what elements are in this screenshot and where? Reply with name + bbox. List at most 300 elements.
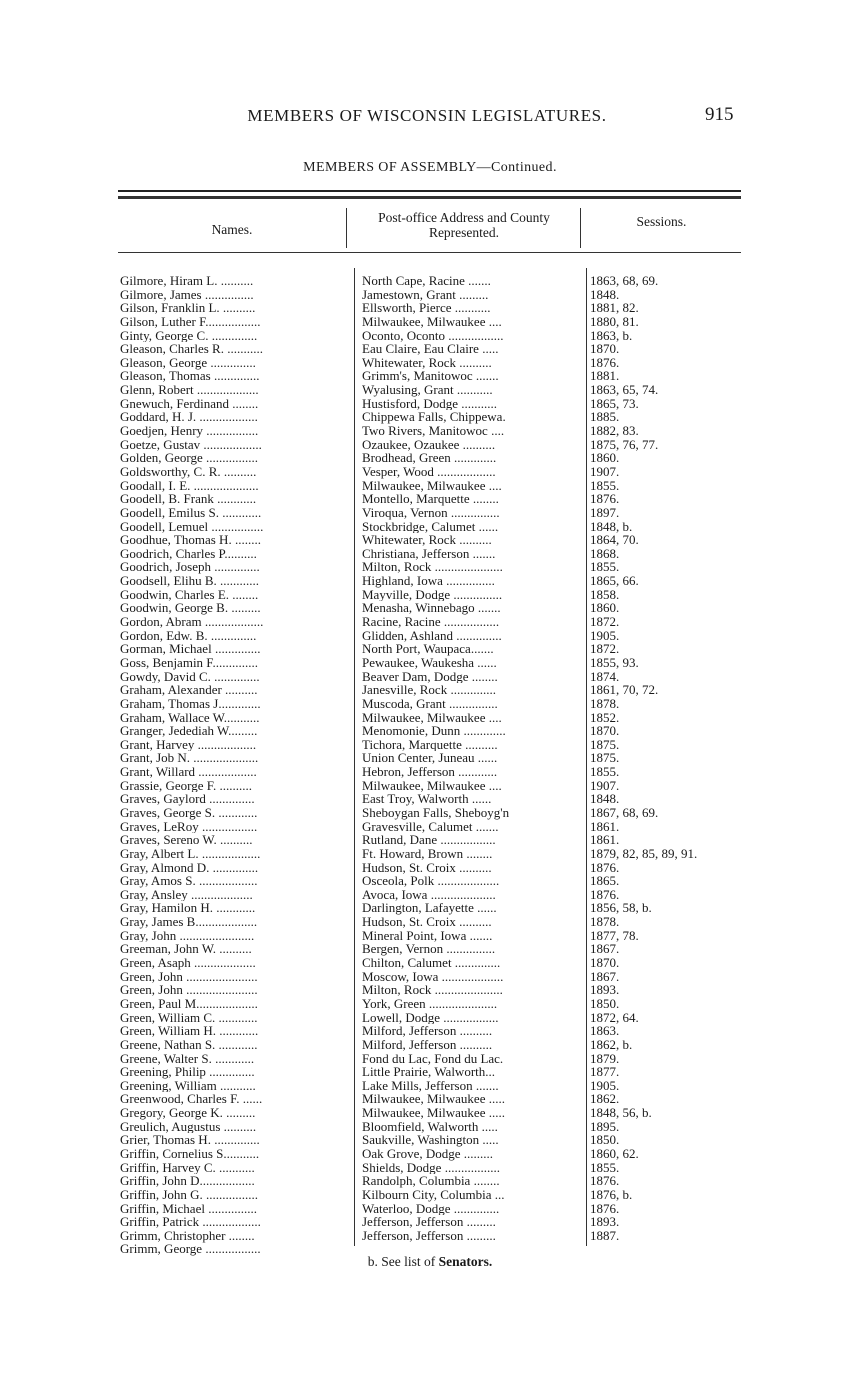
cell-sessions: 1860, 62. xyxy=(590,1147,639,1161)
cell-sessions: 1858. xyxy=(590,587,620,602)
cell-post-office: Gravesville, Calumet ....... xyxy=(362,819,499,834)
cell-name: Green, William H. ............ xyxy=(120,1024,259,1038)
cell-post-office: Oconto, Oconto ................. xyxy=(362,328,504,343)
table-row xyxy=(0,970,859,984)
cell-post-office: Union Center, Juneau ...... xyxy=(362,751,498,766)
cell-name: Green, Paul M................... xyxy=(120,996,258,1011)
cell-name: Griffin, Michael ............... xyxy=(120,1201,257,1216)
cell-sessions: 1865. xyxy=(590,874,620,888)
table-row xyxy=(0,1038,859,1052)
table-row xyxy=(0,506,859,520)
table-row xyxy=(0,424,859,438)
table-row xyxy=(0,1133,859,1147)
cell-name: Greene, Walter S. ............ xyxy=(120,1051,255,1066)
table-row xyxy=(0,601,859,615)
cell-sessions: 1893. xyxy=(590,1215,620,1229)
cell-sessions: 1907. xyxy=(590,778,620,793)
cell-name: Graham, Wallace W........... xyxy=(120,710,260,725)
cell-post-office: Milwaukee, Milwaukee ..... xyxy=(362,1092,505,1107)
cell-post-office: Hudson, St. Croix .......... xyxy=(362,860,492,875)
cell-post-office: East Troy, Walworth ...... xyxy=(362,792,492,806)
cell-post-office: Milford, Jefferson .......... xyxy=(362,1024,493,1038)
cell-sessions: 1877. xyxy=(590,1065,620,1079)
cell-post-office: Saukville, Washington ..... xyxy=(362,1133,499,1148)
cell-name: Ginty, George C. .............. xyxy=(120,328,258,343)
table-row xyxy=(0,683,859,697)
cell-name: Gilson, Franklin L. .......... xyxy=(120,301,256,315)
cell-name: Gleason, Thomas .............. xyxy=(120,369,260,384)
table-row xyxy=(0,779,859,793)
cell-sessions: 1863. xyxy=(590,1024,620,1038)
cell-sessions: 1875. xyxy=(590,737,620,752)
cell-sessions: 1852. xyxy=(590,710,620,725)
cell-sessions: 1872. xyxy=(590,615,620,629)
table-row xyxy=(0,397,859,411)
cell-name: Greening, William ........... xyxy=(120,1078,256,1093)
cell-name: Griffin, John G. ................ xyxy=(120,1187,259,1202)
table-row xyxy=(0,738,859,752)
table-row xyxy=(0,765,859,779)
header-divider xyxy=(346,208,347,248)
table-row xyxy=(0,1120,859,1134)
cell-post-office: Bergen, Vernon ............... xyxy=(362,942,496,957)
cell-name: Graves, LeRoy ................. xyxy=(120,819,258,834)
cell-name: Gilson, Luther F................. xyxy=(120,314,261,329)
cell-sessions: 1870. xyxy=(590,342,620,356)
column-header-names: Names. xyxy=(211,222,253,237)
cell-post-office: Tichora, Marquette .......... xyxy=(362,737,498,752)
cell-post-office: Waterloo, Dodge .............. xyxy=(362,1201,500,1216)
table-row xyxy=(0,697,859,711)
running-title: MEMBERS OF WISCONSIN LEGISLATURES. xyxy=(247,106,607,125)
table-row xyxy=(0,465,859,479)
section-subtitle: MEMBERS OF ASSEMBLY—Continued. xyxy=(303,160,557,175)
cell-name: Gleason, George .............. xyxy=(120,355,256,370)
column-header-sessions: Sessions. xyxy=(636,214,687,229)
cell-post-office: Brodhead, Green ............. xyxy=(362,451,497,465)
cell-name: Griffin, Harvey C. ........... xyxy=(120,1160,255,1175)
cell-name: Gray, Albert L. .................. xyxy=(120,846,261,861)
cell-name: Grant, Harvey .................. xyxy=(120,737,257,752)
table-row xyxy=(0,751,859,765)
cell-sessions: 1893. xyxy=(590,983,620,997)
cell-post-office: Menomonie, Dunn ............. xyxy=(362,724,506,738)
cell-post-office: Milwaukee, Milwaukee .... xyxy=(362,778,502,793)
cell-sessions: 1879, 82, 85, 89, 91. xyxy=(590,846,698,861)
table-row xyxy=(0,288,859,302)
cell-sessions: 1879. xyxy=(590,1051,620,1066)
cell-sessions: 1876. xyxy=(590,355,620,370)
table-row xyxy=(0,520,859,534)
cell-name: Goldsworthy, C. R. .......... xyxy=(120,464,257,479)
cell-sessions: 1855. xyxy=(590,560,620,575)
cell-sessions: 1905. xyxy=(590,628,620,643)
table-row xyxy=(0,438,859,452)
cell-post-office: North Cape, Racine ....... xyxy=(362,274,491,288)
table-row xyxy=(0,997,859,1011)
cell-sessions: 1877, 78. xyxy=(590,928,639,943)
table-body xyxy=(0,274,859,1256)
cell-name: Goodrich, Joseph .............. xyxy=(120,560,260,575)
table-row xyxy=(0,629,859,643)
footnote xyxy=(200,1254,660,1270)
cell-post-office: Lake Mills, Jefferson ....... xyxy=(362,1078,499,1093)
cell-name: Goodhue, Thomas H. ........ xyxy=(120,533,261,547)
table-row xyxy=(0,560,859,574)
table-row xyxy=(0,547,859,561)
cell-name: Graves, Sereno W. .......... xyxy=(120,833,253,847)
table-row xyxy=(0,1092,859,1106)
cell-sessions: 1863, 68, 69. xyxy=(590,274,659,288)
cell-name: Goodell, B. Frank ............ xyxy=(120,492,257,506)
cell-name: Goss, Benjamin F.............. xyxy=(120,655,258,670)
cell-sessions: 1855. xyxy=(590,1160,620,1175)
table-row xyxy=(0,792,859,806)
cell-post-office: Two Rivers, Manitowoc .... xyxy=(362,424,505,438)
cell-post-office: York, Green ..................... xyxy=(362,996,498,1011)
cell-sessions: 1860. xyxy=(590,601,620,616)
cell-name: Gordon, Edw. B. .............. xyxy=(120,628,257,643)
table-row xyxy=(0,874,859,888)
cell-name: Gleason, Charles R. ........... xyxy=(120,342,263,356)
table-row xyxy=(0,915,859,929)
cell-name: Grimm, Christopher ........ xyxy=(120,1228,255,1243)
table-row xyxy=(0,1024,859,1038)
table-row xyxy=(0,847,859,861)
table-row xyxy=(0,1065,859,1079)
cell-sessions: 1876. xyxy=(590,860,620,875)
cell-name: Grassie, George F. .......... xyxy=(120,778,252,793)
table-row xyxy=(0,1011,859,1025)
table-row xyxy=(0,1052,859,1066)
cell-post-office: Milwaukee, Milwaukee .... xyxy=(362,314,502,329)
table-row xyxy=(0,983,859,997)
cell-sessions: 1885. xyxy=(590,410,620,425)
table-row xyxy=(0,492,859,506)
cell-sessions: 1875. xyxy=(590,751,620,766)
cell-name: Green, Asaph ................... xyxy=(120,956,256,970)
table-row xyxy=(0,806,859,820)
cell-post-office: Jefferson, Jefferson ......... xyxy=(362,1228,496,1243)
cell-post-office: Chippewa Falls, Chippewa. xyxy=(362,410,506,425)
cell-sessions: 1878. xyxy=(590,915,620,929)
cell-post-office: Randolph, Columbia ........ xyxy=(362,1174,500,1188)
cell-name: Grier, Thomas H. .............. xyxy=(120,1133,260,1148)
cell-post-office: Viroqua, Vernon ............... xyxy=(362,505,500,520)
cell-sessions: 1876. xyxy=(590,1201,620,1216)
cell-name: Grimm, George ................. xyxy=(120,1242,261,1257)
cell-name: Green, John ...................... xyxy=(120,969,258,984)
cell-sessions: 1881, 82. xyxy=(590,301,639,315)
table-row xyxy=(0,1147,859,1161)
cell-post-office: Rutland, Dane ................. xyxy=(362,833,496,847)
table-row xyxy=(0,670,859,684)
table-row xyxy=(0,410,859,424)
cell-name: Gilmore, James ............... xyxy=(120,287,254,302)
cell-sessions: 1872. xyxy=(590,642,620,656)
cell-sessions: 1865, 73. xyxy=(590,396,639,411)
cell-sessions: 1876. xyxy=(590,887,620,902)
table-row xyxy=(0,1079,859,1093)
cell-name: Goodell, Lemuel ................ xyxy=(120,519,264,534)
cell-name: Goodrich, Charles P.......... xyxy=(120,546,257,561)
table-row xyxy=(0,1215,859,1229)
cell-post-office: Hustisford, Dodge ........... xyxy=(362,396,498,411)
cell-sessions: 1848. xyxy=(590,287,620,302)
cell-sessions: 1862. xyxy=(590,1092,620,1107)
cell-post-office: Glidden, Ashland .............. xyxy=(362,628,502,643)
footnote-link-senators: Senators. xyxy=(438,1254,493,1269)
table-row xyxy=(0,451,859,465)
cell-post-office: Pewaukee, Waukesha ...... xyxy=(362,655,497,670)
cell-post-office: Sheboygan Falls, Sheboyg'n xyxy=(362,805,510,820)
cell-sessions: 1865, 66. xyxy=(590,574,639,588)
cell-name: Granger, Jedediah W......... xyxy=(120,724,258,738)
cell-name: Gordon, Abram .................. xyxy=(120,615,264,629)
table-row xyxy=(0,861,859,875)
table-row xyxy=(0,956,859,970)
table-row xyxy=(0,615,859,629)
cell-post-office: Shields, Dodge ................. xyxy=(362,1160,500,1175)
cell-sessions: 1848. xyxy=(590,792,620,806)
cell-post-office: Hudson, St. Croix .......... xyxy=(362,915,492,929)
cell-name: Green, William C. ............ xyxy=(120,1010,258,1025)
cell-sessions: 1861. xyxy=(590,833,620,847)
cell-name: Goddard, H. J. .................. xyxy=(120,410,258,425)
cell-post-office: Bloomfield, Walworth ..... xyxy=(362,1119,498,1134)
cell-name: Gowdy, David C. .............. xyxy=(120,669,260,684)
cell-sessions: 1907. xyxy=(590,464,620,479)
table-row xyxy=(0,642,859,656)
table-row xyxy=(0,833,859,847)
cell-sessions: 1876. xyxy=(590,1174,620,1188)
cell-sessions: 1862, b. xyxy=(590,1037,633,1052)
table-row xyxy=(0,574,859,588)
cell-sessions: 1870. xyxy=(590,724,620,738)
table-row xyxy=(0,479,859,493)
cell-name: Greene, Nathan S. ............ xyxy=(120,1037,258,1052)
cell-name: Griffin, John D................. xyxy=(120,1174,255,1188)
cell-name: Goodwin, Charles E. ........ xyxy=(120,587,259,602)
cell-name: Goedjen, Henry ................ xyxy=(120,424,259,438)
cell-name: Gray, Almond D. .............. xyxy=(120,860,259,875)
cell-name: Goodell, Emilus S. ............ xyxy=(120,505,262,520)
cell-post-office: Moscow, Iowa ................... xyxy=(362,969,504,984)
cell-post-office: Ozaukee, Ozaukee .......... xyxy=(362,437,496,452)
cell-post-office: Ft. Howard, Brown ........ xyxy=(362,846,493,861)
cell-post-office: Lowell, Dodge ................. xyxy=(362,1010,499,1025)
cell-sessions: 1867. xyxy=(590,969,620,984)
cell-sessions: 1872, 64. xyxy=(590,1010,639,1025)
cell-sessions: 1861, 70, 72. xyxy=(590,683,659,697)
cell-post-office: Osceola, Polk ................... xyxy=(362,874,500,888)
table-row xyxy=(0,1188,859,1202)
table-row xyxy=(0,901,859,915)
cell-sessions: 1870. xyxy=(590,956,620,970)
cell-name: Graham, Thomas J............. xyxy=(120,696,261,711)
cell-post-office: Janesville, Rock .............. xyxy=(362,683,496,697)
cell-sessions: 1867, 68, 69. xyxy=(590,805,659,820)
cell-post-office: Darlington, Lafayette ...... xyxy=(362,901,497,916)
cell-name: Goodwin, George B. ......... xyxy=(120,601,261,616)
cell-sessions: 1874. xyxy=(590,669,620,684)
cell-sessions: 1855, 93. xyxy=(590,655,639,670)
cell-sessions: 1855. xyxy=(590,478,620,493)
cell-sessions: 1860. xyxy=(590,451,620,465)
cell-sessions: 1863, 65, 74. xyxy=(590,383,659,397)
cell-name: Graves, Gaylord .............. xyxy=(120,792,255,806)
table-row xyxy=(0,533,859,547)
table-row xyxy=(0,942,859,956)
cell-post-office: Kilbourn City, Columbia ... xyxy=(362,1187,505,1202)
cell-name: Gregory, George K. ......... xyxy=(120,1106,256,1120)
cell-post-office: Milwaukee, Milwaukee ..... xyxy=(362,1106,505,1120)
cell-post-office: Chilton, Calumet .............. xyxy=(362,956,501,970)
cell-name: Graves, George S. ............ xyxy=(120,805,258,820)
cell-sessions: 1875, 76, 77. xyxy=(590,437,659,452)
cell-name: Griffin, Cornelius S........... xyxy=(120,1147,260,1161)
cell-post-office: Menasha, Winnebago ....... xyxy=(362,601,501,616)
cell-name: Goodsell, Elihu B. ............ xyxy=(120,574,260,588)
table-row xyxy=(0,301,859,315)
cell-post-office: Wyalusing, Grant ........... xyxy=(362,383,493,397)
cell-sessions: 1850. xyxy=(590,996,620,1011)
cell-post-office: Jamestown, Grant ......... xyxy=(362,287,489,302)
cell-post-office: Milton, Rock ..................... xyxy=(362,560,503,575)
cell-post-office: Christiana, Jefferson ....... xyxy=(362,546,496,561)
cell-post-office: Milford, Jefferson .......... xyxy=(362,1037,493,1052)
cell-post-office: Highland, Iowa ............... xyxy=(362,574,495,588)
cell-name: Green, John ...................... xyxy=(120,983,258,997)
cell-name: Greening, Philip .............. xyxy=(120,1065,255,1079)
table-row xyxy=(0,315,859,329)
cell-post-office: Jefferson, Jefferson ......... xyxy=(362,1215,496,1229)
cell-name: Griffin, Patrick .................. xyxy=(120,1215,261,1229)
cell-post-office: Montello, Marquette ........ xyxy=(362,492,499,506)
cell-name: Goetze, Gustav .................. xyxy=(120,437,262,452)
cell-sessions: 1861. xyxy=(590,819,620,834)
cell-sessions: 1868. xyxy=(590,546,620,561)
cell-name: Gray, Hamilon H. ............ xyxy=(120,901,256,916)
cell-name: Gray, John ....................... xyxy=(120,928,255,943)
table-row xyxy=(0,1174,859,1188)
table-row xyxy=(0,342,859,356)
cell-sessions: 1863, b. xyxy=(590,328,633,343)
table-row xyxy=(0,1202,859,1216)
cell-sessions: 1867. xyxy=(590,942,620,957)
table-row xyxy=(0,820,859,834)
table-row xyxy=(0,588,859,602)
cell-post-office: Racine, Racine ................. xyxy=(362,615,500,629)
cell-name: Gorman, Michael .............. xyxy=(120,642,261,656)
cell-post-office: Milwaukee, Milwaukee .... xyxy=(362,478,502,493)
table-row xyxy=(0,356,859,370)
cell-sessions: 1856, 58, b. xyxy=(590,901,652,916)
table-row xyxy=(0,1161,859,1175)
cell-post-office: Oak Grove, Dodge ......... xyxy=(362,1147,494,1161)
cell-sessions: 1864, 70. xyxy=(590,533,639,547)
cell-name: Glenn, Robert ................... xyxy=(120,383,259,397)
cell-name: Graham, Alexander .......... xyxy=(120,683,258,697)
table-top-rule-heavy xyxy=(118,196,741,199)
table-top-rule xyxy=(118,190,741,192)
table-row xyxy=(0,274,859,288)
cell-post-office: Milton, Rock ..................... xyxy=(362,983,503,997)
cell-post-office: Ellsworth, Pierce ........... xyxy=(362,301,491,315)
cell-name: Gilmore, Hiram L. .......... xyxy=(120,274,254,288)
column-header-post-office xyxy=(348,210,580,240)
cell-post-office: Avoca, Iowa .................... xyxy=(362,887,496,902)
cell-post-office: Stockbridge, Calumet ...... xyxy=(362,519,499,534)
cell-sessions: 1876. xyxy=(590,492,620,506)
cell-sessions: 1905. xyxy=(590,1078,620,1093)
cell-name: Grant, Willard .................. xyxy=(120,765,257,779)
header-bottom-rule xyxy=(118,252,741,253)
cell-sessions: 1876, b. xyxy=(590,1187,633,1202)
cell-post-office: Whitewater, Rock .......... xyxy=(362,355,492,370)
cell-sessions: 1880, 81. xyxy=(590,314,639,329)
cell-post-office: Little Prairie, Walworth... xyxy=(362,1065,496,1079)
cell-name: Gnewuch, Ferdinand ........ xyxy=(120,396,259,411)
cell-name: Goodall, I. E. .................... xyxy=(120,478,259,493)
cell-post-office: North Port, Waupaca....... xyxy=(362,642,494,656)
table-row xyxy=(0,711,859,725)
table-row xyxy=(0,329,859,343)
cell-sessions: 1855. xyxy=(590,765,620,779)
cell-post-office: Whitewater, Rock .......... xyxy=(362,533,492,547)
table-row xyxy=(0,369,859,383)
table-row xyxy=(0,929,859,943)
table-row xyxy=(0,724,859,738)
footnote-prefix: b. xyxy=(367,1254,378,1269)
cell-sessions: 1850. xyxy=(590,1133,620,1148)
cell-sessions: 1881. xyxy=(590,369,620,384)
cell-sessions: 1882, 83. xyxy=(590,424,639,438)
cell-name: Gray, Amos S. .................. xyxy=(120,874,258,888)
cell-post-office: Muscoda, Grant ............... xyxy=(362,696,498,711)
cell-sessions: 1878. xyxy=(590,696,620,711)
table-row xyxy=(0,656,859,670)
cell-sessions: 1887. xyxy=(590,1228,620,1243)
cell-sessions: 1848, b. xyxy=(590,519,633,534)
cell-name: Grant, Job N. .................... xyxy=(120,751,259,766)
column-header-post-office-text: Post-office Address and County Represented. xyxy=(378,210,550,240)
cell-name: Gray, Ansley ................... xyxy=(120,887,253,902)
cell-post-office: Eau Claire, Eau Claire ..... xyxy=(362,342,499,356)
footnote-text: See list of xyxy=(381,1254,436,1269)
page-number: 915 xyxy=(705,104,734,125)
cell-post-office: Vesper, Wood .................. xyxy=(362,464,496,479)
cell-post-office: Grimm's, Manitowoc ....... xyxy=(362,369,499,384)
cell-post-office: Milwaukee, Milwaukee .... xyxy=(362,710,502,725)
cell-name: Golden, George ................ xyxy=(120,451,259,465)
cell-name: Gray, James B................... xyxy=(120,915,258,929)
cell-sessions: 1895. xyxy=(590,1119,620,1134)
cell-post-office: Hebron, Jefferson ............ xyxy=(362,765,498,779)
cell-name: Greulich, Augustus .......... xyxy=(120,1119,257,1134)
table-row xyxy=(0,1106,859,1120)
cell-name: Greeman, John W. .......... xyxy=(120,942,252,957)
cell-post-office: Mayville, Dodge ............... xyxy=(362,587,503,602)
cell-sessions: 1897. xyxy=(590,505,620,520)
table-row xyxy=(0,383,859,397)
cell-sessions: 1848, 56, b. xyxy=(590,1106,652,1120)
cell-name: Greenwood, Charles F. ...... xyxy=(120,1092,263,1107)
cell-post-office: Beaver Dam, Dodge ........ xyxy=(362,669,498,684)
cell-post-office: Fond du Lac, Fond du Lac. xyxy=(362,1051,504,1066)
table-row xyxy=(0,1229,859,1243)
header-divider xyxy=(580,208,581,248)
